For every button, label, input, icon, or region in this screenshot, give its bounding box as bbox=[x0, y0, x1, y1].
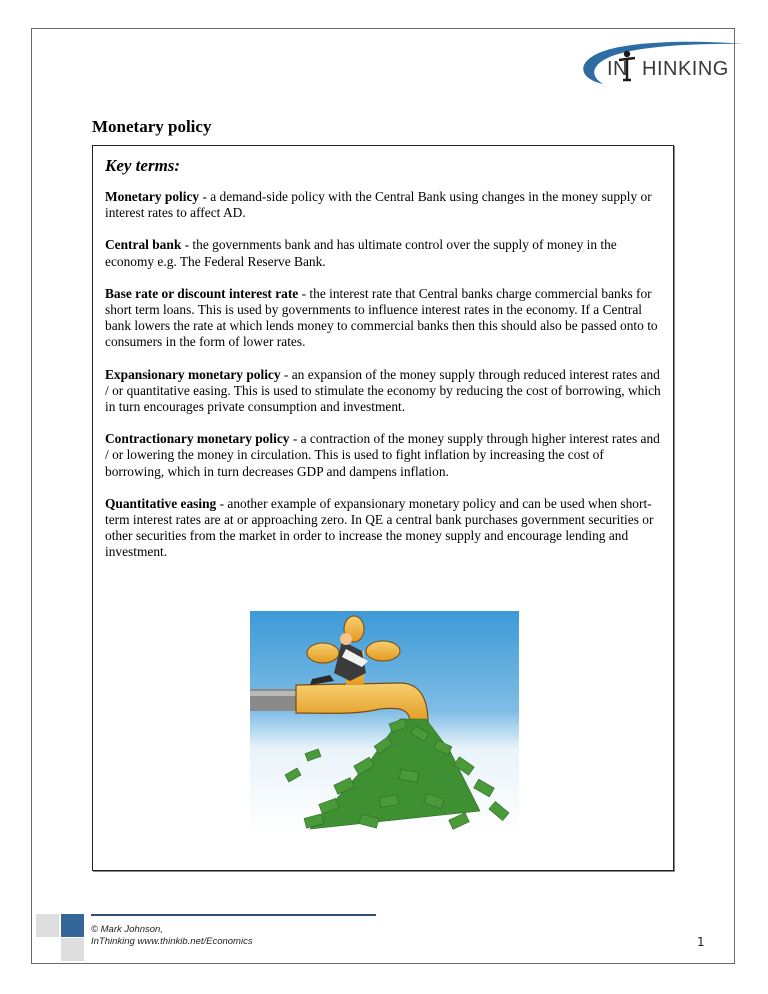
term-label: Central bank bbox=[105, 237, 182, 253]
page-number: 1 bbox=[697, 935, 705, 949]
key-terms-box bbox=[92, 145, 674, 871]
money-tap-image-icon bbox=[250, 611, 519, 833]
logo-wordmark: IN HINKING bbox=[607, 58, 729, 80]
term-label: Contractionary monetary policy bbox=[105, 431, 290, 447]
term-label: Quantitative easing bbox=[105, 495, 217, 511]
term-definition: - a demand-side policy with the Central Bank using changes in the money supply or interest rates to affect AD. bbox=[105, 189, 652, 221]
footer-square-grey bbox=[36, 914, 59, 937]
term-expansionary-policy bbox=[105, 367, 661, 416]
term-definition: - another example of expansionary monetary policy and can be used when short-term interest rates are at or approaching zero. In QE a central bank purchases government securities or other securities from the market in order to increase the money supply and encourage lending and investment. bbox=[105, 495, 654, 560]
term-definition: - a contraction of the money supply through higher interest rates and / or lowering the money in circulation. This is used to fight inflation by increasing the cost of borrowing, which in turn decreases GDP and dampens inflation. bbox=[105, 431, 660, 479]
term-definition: - the interest rate that Central banks charge commercial banks for short term loans. This is used by governments to influence interest rates in the economy. If a Central bank lowers the rate at which lends money to commercial banks then this should also be passed onto to consumers in the form of lower rates. bbox=[105, 285, 658, 350]
term-central-bank bbox=[105, 237, 661, 269]
footer-square-grey bbox=[61, 938, 84, 961]
term-quantitative-easing bbox=[105, 496, 661, 561]
term-definition: - the governments bank and has ultimate control over the supply of money in the economy e.g. The Federal Reserve Bank. bbox=[105, 237, 617, 269]
footer-credit bbox=[91, 924, 253, 948]
term-label: Monetary policy bbox=[105, 189, 200, 204]
term-label: Expansionary monetary policy bbox=[105, 366, 281, 382]
page-title: Monetary policy bbox=[92, 117, 212, 136]
key-terms-heading: Key terms: bbox=[105, 156, 181, 175]
footer-copyright: © Mark Johnson, bbox=[91, 924, 163, 935]
term-label: Base rate or discount interest rate bbox=[105, 285, 299, 301]
term-base-rate bbox=[105, 286, 661, 351]
footer-site-link: InThinking www.thinkib.net/Economics bbox=[91, 936, 253, 947]
term-contractionary-policy bbox=[105, 431, 661, 480]
inthinking-logo bbox=[567, 38, 747, 90]
term-monetary-policy bbox=[105, 189, 661, 221]
footer-square-blue bbox=[61, 914, 84, 937]
footer-divider bbox=[91, 914, 376, 916]
term-definition: - an expansion of the money supply through reduced interest rates and / or quantitative easing. This is used to stimulate the economy by reducing the cost of borrowing, which in turn encourages private consumption and investment. bbox=[105, 366, 661, 415]
money-tap-illustration bbox=[250, 611, 519, 833]
